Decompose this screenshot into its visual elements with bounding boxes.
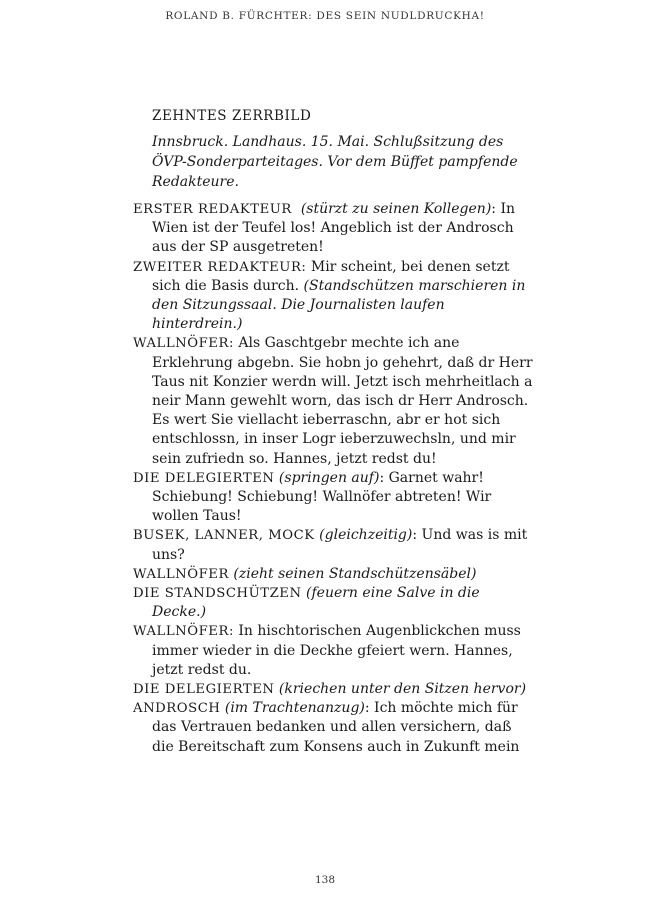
dialogue bbox=[133, 200, 533, 757]
speech-text: In hischtorischen Augenblickchen muss immer wieder in die Deckhe gfeiert wern. Hannes, jetzt redst du. bbox=[152, 623, 521, 678]
speaker-name: WALLNÖFER bbox=[133, 566, 229, 582]
speech-delegierte-1 bbox=[133, 469, 533, 527]
speech-text: : Garnet wahr! Schiebung! Schiebung! Wallnöfer abtreten! Wir wollen Taus! bbox=[152, 469, 492, 525]
speech-delegierte-2 bbox=[133, 680, 533, 699]
speech-erster-redakteur bbox=[133, 200, 533, 258]
stage-direction-intro: Innsbruck. Landhaus. 15. Mai. Schlußsitzung des ÖVP-Sonderparteitages. Vor dem Büffet pampfende Redakteure. bbox=[152, 134, 518, 190]
speaker-name: DIE STANDSCHÜTZEN bbox=[133, 586, 302, 602]
speech-androsch bbox=[133, 699, 533, 757]
stage-direction: (stürzt zu seinen Kollegen) bbox=[300, 201, 492, 217]
speech-text: : Ich möchte mich für das Vertrauen bedanken und allen versichern, daß die Bereitschaft zum Konsens auch in Zukunft mein bbox=[152, 700, 520, 755]
stage-direction: (springen auf) bbox=[274, 469, 380, 486]
speaker-name: WALLNÖFER: bbox=[133, 336, 234, 352]
speaker-name: ANDROSCH bbox=[133, 701, 221, 717]
speech-zweiter-redakteur bbox=[133, 258, 533, 335]
speech-text: : Und was is mit uns? bbox=[152, 527, 528, 563]
speech-busek-lanner-mock bbox=[133, 526, 533, 564]
page-number: 138 bbox=[314, 874, 336, 886]
speech-text: Mir scheint, bei denen setzt sich die Basis durch. bbox=[152, 258, 510, 294]
speaker-name: WALLNÖFER: bbox=[133, 624, 234, 640]
speaker-name: DIE DELEGIERTEN bbox=[133, 470, 275, 486]
stage-direction: (feuern eine Salve in die Decke.) bbox=[152, 585, 480, 621]
speech-text: Als Gaschtgebr mechte ich ane Erklehrung abgebn. Sie hobn jo gehehrt, daß dr Herr Taus nit Konzier werdn will. Jetzt isch mehrheitlach a neir Mann gewehlt worn, das isch dr Herr Androsch. Es wert Sie viellacht ieberraschn, abr er hot sich entschlossn, in inser Logr ieberzuwechsln, und mir sein zufriedn so. Hannes, jetzt redst du! bbox=[152, 335, 533, 467]
speaker-name: ERSTER REDAKTEUR bbox=[133, 202, 292, 217]
speech-wallnoefer-2 bbox=[133, 565, 533, 584]
speaker-name: ZWEITER REDAKTEUR: bbox=[133, 259, 307, 275]
speaker-name: BUSEK, LANNER, MOCK bbox=[133, 528, 315, 544]
stage-direction: (zieht seinen Standschützensäbel) bbox=[228, 565, 477, 582]
stage-direction: (im Trachtenanzug) bbox=[220, 700, 365, 717]
stage-direction: (gleichzeitig) bbox=[314, 527, 413, 544]
speech-wallnoefer-3 bbox=[133, 622, 533, 680]
speech-standschuetzen bbox=[133, 584, 533, 622]
speech-wallnoefer-1 bbox=[133, 334, 533, 468]
speech-text: : In Wien ist der Teufel los! Angeblich ist der Androsch aus der SP ausgetreten! bbox=[152, 201, 516, 256]
speaker-name: DIE DELEGIERTEN bbox=[133, 682, 275, 698]
running-head: ROLAND B. FÜRCHTER: DES SEIN NUDLDRUCKHA! bbox=[165, 10, 485, 22]
scene-title: ZEHNTES ZERRBILD bbox=[152, 108, 312, 124]
stage-direction: (Standschützen marschieren in den Sitzungssaal. Die Journalisten laufen hinterdrein.) bbox=[152, 277, 526, 333]
stage-direction: (kriechen unter den Sitzen hervor) bbox=[274, 681, 527, 698]
